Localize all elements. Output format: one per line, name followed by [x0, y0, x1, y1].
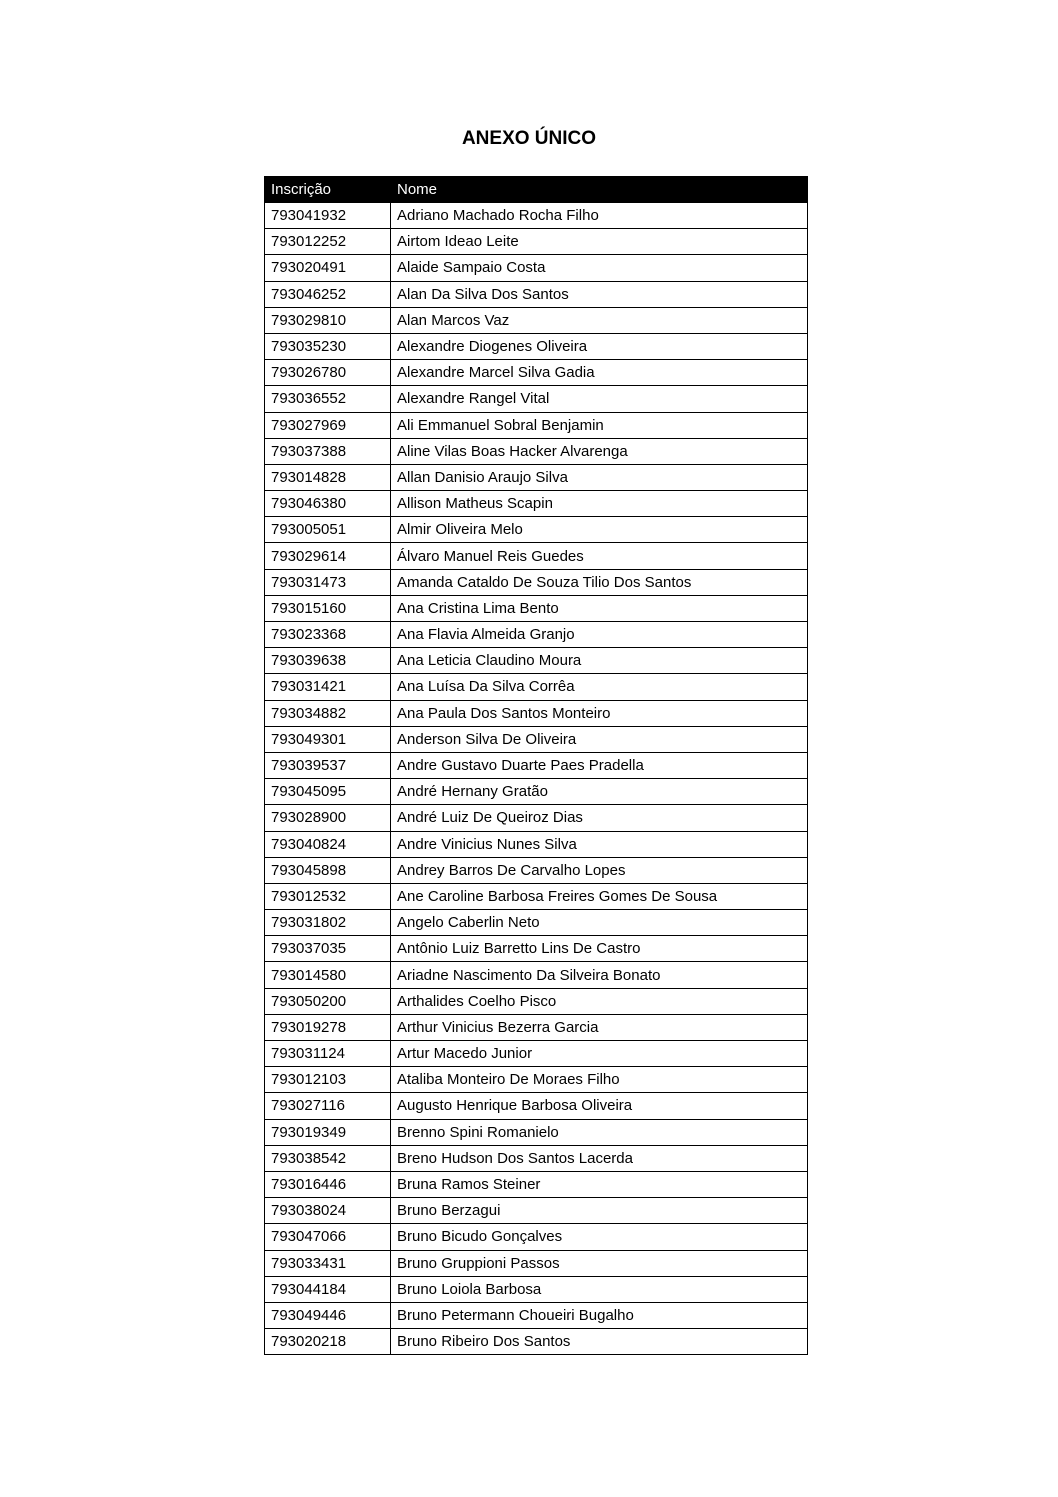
- inscricao-cell: 793029810: [265, 307, 391, 333]
- nome-cell: Alexandre Rangel Vital: [391, 386, 808, 412]
- table-row: [265, 203, 808, 229]
- table-row: [265, 1145, 808, 1171]
- table-row: [265, 255, 808, 281]
- table-row: [265, 1302, 808, 1328]
- inscricao-cell: 793012252: [265, 229, 391, 255]
- table-row: [265, 1171, 808, 1197]
- inscricao-cell: 793038542: [265, 1145, 391, 1171]
- table-row: [265, 831, 808, 857]
- page-title: ANEXO ÚNICO: [461, 128, 597, 149]
- table-row: [265, 464, 808, 490]
- nome-cell: Bruno Gruppioni Passos: [391, 1250, 808, 1276]
- nome-cell: Allan Danisio Araujo Silva: [391, 464, 808, 490]
- inscricao-cell: 793027969: [265, 412, 391, 438]
- nome-cell: Andre Vinicius Nunes Silva: [391, 831, 808, 857]
- table-row: [265, 700, 808, 726]
- inscricao-cell: 793037388: [265, 438, 391, 464]
- nome-cell: Antônio Luiz Barretto Lins De Castro: [391, 936, 808, 962]
- table-row: [265, 648, 808, 674]
- table-row: [265, 1198, 808, 1224]
- table-row: [265, 569, 808, 595]
- inscricao-cell: 793034882: [265, 700, 391, 726]
- table-row: [265, 1041, 808, 1067]
- inscricao-cell: 793035230: [265, 333, 391, 359]
- nome-cell: André Hernany Gratão: [391, 779, 808, 805]
- inscricao-cell: 793019278: [265, 1014, 391, 1040]
- table-row: [265, 595, 808, 621]
- nome-cell: Brenno Spini Romanielo: [391, 1119, 808, 1145]
- inscricao-cell: 793050200: [265, 988, 391, 1014]
- inscricao-cell: 793027116: [265, 1093, 391, 1119]
- table-row: [265, 491, 808, 517]
- inscricao-cell: 793031124: [265, 1041, 391, 1067]
- nome-cell: Álvaro Manuel Reis Guedes: [391, 543, 808, 569]
- inscricao-cell: 793014828: [265, 464, 391, 490]
- table-row: [265, 1329, 808, 1355]
- table-header-row: [265, 177, 808, 203]
- table-row: [265, 438, 808, 464]
- inscricao-cell: 793026780: [265, 360, 391, 386]
- nome-cell: Augusto Henrique Barbosa Oliveira: [391, 1093, 808, 1119]
- nome-cell: Alaide Sampaio Costa: [391, 255, 808, 281]
- table-row: [265, 752, 808, 778]
- table-row: [265, 988, 808, 1014]
- inscricao-cell: 793046380: [265, 491, 391, 517]
- table-row: [265, 936, 808, 962]
- nome-cell: Almir Oliveira Melo: [391, 517, 808, 543]
- nome-cell: Ana Cristina Lima Bento: [391, 595, 808, 621]
- inscricao-cell: 793020218: [265, 1329, 391, 1355]
- table-row: [265, 1276, 808, 1302]
- nome-cell: Bruno Ribeiro Dos Santos: [391, 1329, 808, 1355]
- inscricao-cell: 793012532: [265, 883, 391, 909]
- inscricao-cell: 793019349: [265, 1119, 391, 1145]
- table-row: [265, 1119, 808, 1145]
- inscricao-cell: 793012103: [265, 1067, 391, 1093]
- nome-cell: André Luiz De Queiroz Dias: [391, 805, 808, 831]
- table-row: [265, 412, 808, 438]
- nome-cell: Arthur Vinicius Bezerra Garcia: [391, 1014, 808, 1040]
- table-row: [265, 1093, 808, 1119]
- nome-cell: Bruno Berzagui: [391, 1198, 808, 1224]
- nome-cell: Adriano Machado Rocha Filho: [391, 203, 808, 229]
- table-row: [265, 307, 808, 333]
- inscricao-cell: 793033431: [265, 1250, 391, 1276]
- nome-cell: Ana Flavia Almeida Granjo: [391, 622, 808, 648]
- table-body: [265, 203, 808, 1355]
- inscricao-cell: 793031473: [265, 569, 391, 595]
- table-row: [265, 962, 808, 988]
- table-row: [265, 622, 808, 648]
- table-row: [265, 674, 808, 700]
- inscricao-cell: 793029614: [265, 543, 391, 569]
- inscricao-cell: 793015160: [265, 595, 391, 621]
- inscricao-cell: 793036552: [265, 386, 391, 412]
- nome-cell: Bruno Loiola Barbosa: [391, 1276, 808, 1302]
- inscricao-cell: 793028900: [265, 805, 391, 831]
- nome-cell: Ali Emmanuel Sobral Benjamin: [391, 412, 808, 438]
- nome-cell: Airtom Ideao Leite: [391, 229, 808, 255]
- inscricao-cell: 793045095: [265, 779, 391, 805]
- inscricao-cell: 793031421: [265, 674, 391, 700]
- inscricao-cell: 793023368: [265, 622, 391, 648]
- inscricao-cell: 793044184: [265, 1276, 391, 1302]
- nome-cell: Ariadne Nascimento Da Silveira Bonato: [391, 962, 808, 988]
- table-row: [265, 360, 808, 386]
- table-row: [265, 1067, 808, 1093]
- table-row: [265, 386, 808, 412]
- nome-cell: Artur Macedo Junior: [391, 1041, 808, 1067]
- inscricao-cell: 793039638: [265, 648, 391, 674]
- table-row: [265, 281, 808, 307]
- nome-cell: Aline Vilas Boas Hacker Alvarenga: [391, 438, 808, 464]
- inscricao-cell: 793005051: [265, 517, 391, 543]
- nome-cell: Alexandre Diogenes Oliveira: [391, 333, 808, 359]
- nome-cell: Ataliba Monteiro De Moraes Filho: [391, 1067, 808, 1093]
- nome-cell: Ana Leticia Claudino Moura: [391, 648, 808, 674]
- nome-cell: Andre Gustavo Duarte Paes Pradella: [391, 752, 808, 778]
- table-row: [265, 543, 808, 569]
- inscricao-cell: 793046252: [265, 281, 391, 307]
- inscricao-cell: 793049301: [265, 726, 391, 752]
- table-row: [265, 857, 808, 883]
- inscricao-cell: 793014580: [265, 962, 391, 988]
- inscricao-cell: 793049446: [265, 1302, 391, 1328]
- nome-cell: Andrey Barros De Carvalho Lopes: [391, 857, 808, 883]
- nome-cell: Angelo Caberlin Neto: [391, 910, 808, 936]
- inscricao-cell: 793038024: [265, 1198, 391, 1224]
- inscricao-cell: 793040824: [265, 831, 391, 857]
- table-row: [265, 726, 808, 752]
- nome-cell: Amanda Cataldo De Souza Tilio Dos Santos: [391, 569, 808, 595]
- inscricao-cell: 793031802: [265, 910, 391, 936]
- table-row: [265, 883, 808, 909]
- table-row: [265, 1224, 808, 1250]
- nome-cell: Bruna Ramos Steiner: [391, 1171, 808, 1197]
- nome-cell: Arthalides Coelho Pisco: [391, 988, 808, 1014]
- nome-cell: Alan Da Silva Dos Santos: [391, 281, 808, 307]
- table-row: [265, 1014, 808, 1040]
- nome-cell: Allison Matheus Scapin: [391, 491, 808, 517]
- nome-cell: Ana Luísa Da Silva Corrêa: [391, 674, 808, 700]
- inscricao-cell: 793047066: [265, 1224, 391, 1250]
- column-header-nome: Nome: [391, 177, 808, 203]
- inscricao-cell: 793041932: [265, 203, 391, 229]
- nome-cell: Ane Caroline Barbosa Freires Gomes De Sousa: [391, 883, 808, 909]
- table-row: [265, 910, 808, 936]
- nome-cell: Alexandre Marcel Silva Gadia: [391, 360, 808, 386]
- registration-table: [264, 176, 808, 1355]
- table-row: [265, 1250, 808, 1276]
- column-header-inscricao: Inscrição: [265, 177, 391, 203]
- table-row: [265, 333, 808, 359]
- table-row: [265, 779, 808, 805]
- nome-cell: Breno Hudson Dos Santos Lacerda: [391, 1145, 808, 1171]
- nome-cell: Ana Paula Dos Santos Monteiro: [391, 700, 808, 726]
- nome-cell: Alan Marcos Vaz: [391, 307, 808, 333]
- table-row: [265, 805, 808, 831]
- table-row: [265, 229, 808, 255]
- nome-cell: Bruno Bicudo Gonçalves: [391, 1224, 808, 1250]
- inscricao-cell: 793045898: [265, 857, 391, 883]
- inscricao-cell: 793039537: [265, 752, 391, 778]
- table-row: [265, 517, 808, 543]
- nome-cell: Bruno Petermann Choueiri Bugalho: [391, 1302, 808, 1328]
- inscricao-cell: 793037035: [265, 936, 391, 962]
- inscricao-cell: 793016446: [265, 1171, 391, 1197]
- nome-cell: Anderson Silva De Oliveira: [391, 726, 808, 752]
- inscricao-cell: 793020491: [265, 255, 391, 281]
